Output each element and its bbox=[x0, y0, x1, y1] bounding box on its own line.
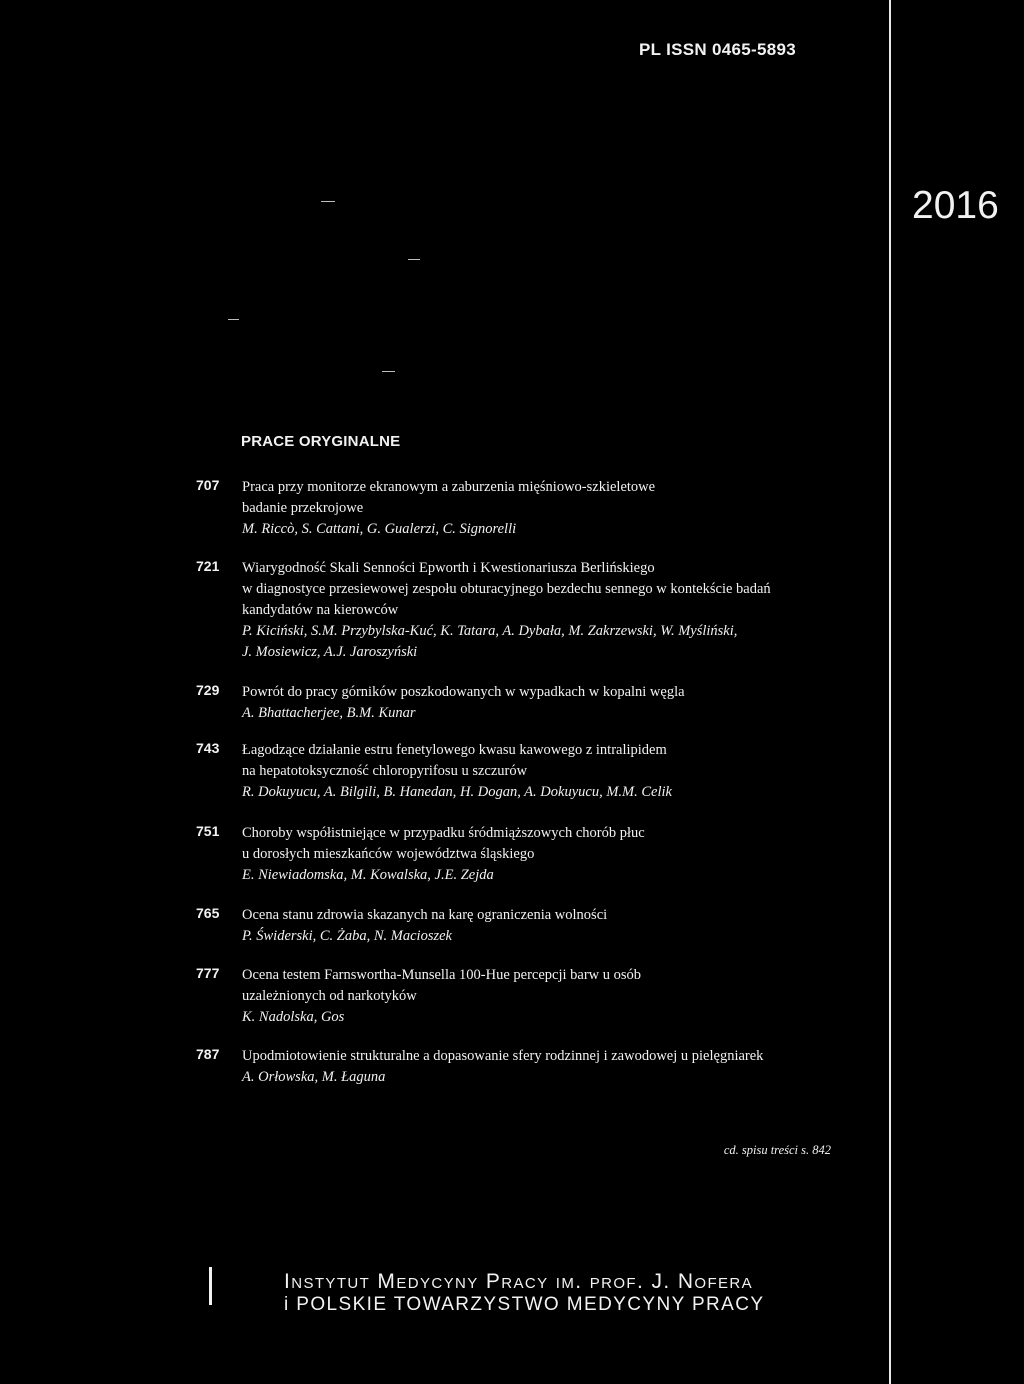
toc-authors: A. Orłowska, M. Łaguna bbox=[242, 1069, 386, 1085]
toc-title: Praca przy monitorze ekranowym a zaburzenia mięśniowo-szkieletowe badanie przekrojowe bbox=[242, 479, 656, 516]
scan-artifact-4 bbox=[382, 371, 395, 372]
toc-title: Upodmiotowienie strukturalne a dopasowanie sfery rodzinnej i zawodowej u pielęgniarek bbox=[242, 1048, 764, 1064]
issn-label: PL ISSN 0465-5893 bbox=[639, 40, 796, 59]
publisher-line-1: Instytut Medycyny Pracy im. prof. J. Nofera bbox=[284, 1270, 754, 1293]
toc-page-number: 765 bbox=[196, 905, 220, 921]
toc-text bbox=[242, 682, 842, 724]
continued-note: cd. spisu treści s. 842 bbox=[723, 1143, 831, 1157]
toc-page-number: 743 bbox=[196, 740, 220, 756]
scan-artifact-3 bbox=[228, 319, 239, 320]
toc-authors: K. Nadolska, Gos bbox=[242, 1009, 345, 1025]
toc-text bbox=[242, 558, 842, 663]
publisher-bar bbox=[209, 1267, 212, 1305]
toc-title: Wiarygodność Skali Senności Epworth i Kwestionariusza Berlińskiego w diagnostyce przesiewowej zespołu obturacyjnego bezdechu sennego w kontekście badań kandydatów na kierowców bbox=[242, 560, 771, 618]
toc-title: Choroby współistniejące w przypadku śródmiąższowych chorób płuc u dorosłych mieszkańców województwa śląskiego bbox=[242, 825, 645, 862]
toc-authors: P. Świderski, C. Żaba, N. Macioszek bbox=[242, 928, 452, 944]
scan-artifact-1 bbox=[321, 201, 335, 202]
toc-text bbox=[242, 477, 842, 540]
toc-page-number: 721 bbox=[196, 558, 220, 574]
section-title: PRACE ORYGINALNE bbox=[241, 433, 401, 450]
toc-text bbox=[242, 740, 842, 803]
toc-authors: R. Dokuyucu, A. Bilgili, B. Hanedan, H. Dogan, A. Dokuyucu, M.M. Celik bbox=[242, 784, 672, 800]
toc-page-number: 787 bbox=[196, 1046, 220, 1062]
toc-page-number: 777 bbox=[196, 965, 220, 981]
publisher-block bbox=[284, 1270, 764, 1316]
publisher-line-2: i POLSKIE TOWARZYSTWO MEDYCYNY PRACY bbox=[284, 1294, 765, 1315]
toc-authors: E. Niewiadomska, M. Kowalska, J.E. Zejda bbox=[242, 867, 494, 883]
toc-title: Ocena stanu zdrowia skazanych na karę ograniczenia wolności bbox=[242, 907, 608, 923]
toc-text bbox=[242, 823, 842, 886]
toc-page-number: 707 bbox=[196, 477, 220, 493]
toc-title: Łagodzące działanie estru fenetylowego kwasu kawowego z intralipidem na hepatotoksyczność chloropyrifosu u szczurów bbox=[242, 742, 667, 779]
toc-text bbox=[242, 965, 842, 1028]
vertical-rule bbox=[889, 0, 891, 1384]
scan-artifact-2 bbox=[408, 259, 420, 260]
toc-authors: M. Riccò, S. Cattani, G. Gualerzi, C. Signorelli bbox=[242, 521, 517, 537]
toc-authors: P. Kiciński, S.M. Przybylska-Kuć, K. Tatara, A. Dybała, M. Zakrzewski, W. Myśliński, J. Mosiewicz, A.J. Jaroszyński bbox=[242, 623, 738, 660]
toc-authors: A. Bhattacherjee, B.M. Kunar bbox=[242, 705, 416, 721]
toc-page-number: 729 bbox=[196, 682, 220, 698]
year-label: 2016 bbox=[912, 184, 999, 227]
toc-page-number: 751 bbox=[196, 823, 220, 839]
toc-title: Ocena testem Farnswortha-Munsella 100-Hue percepcji barw u osób uzależnionych od narkotyków bbox=[242, 967, 642, 1004]
toc-text bbox=[242, 1046, 842, 1088]
toc-title: Powrót do pracy górników poszkodowanych w wypadkach w kopalni węgla bbox=[242, 684, 685, 700]
toc-text bbox=[242, 905, 842, 947]
